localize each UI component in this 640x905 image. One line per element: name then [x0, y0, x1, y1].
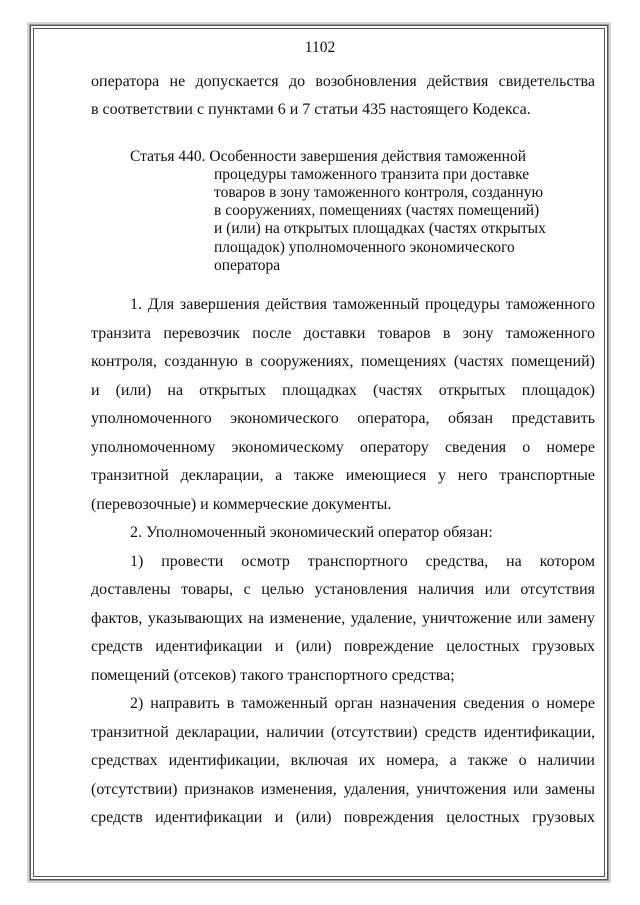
body-line: фактов, указывающих на изменение, удаление, уничтожение или замену	[91, 610, 595, 627]
body-line: 1. Для завершения действия таможенный процедуры таможенного	[130, 296, 595, 313]
body-line: 2) направить в таможенный орган назначения сведения о номере	[130, 695, 595, 712]
body-line: 1) провести осмотр транспортного средства, на котором	[130, 553, 595, 570]
body-line: 2. Уполномоченный экономический оператор обязан:	[130, 524, 493, 541]
body-line: и (или) на открытых площадках (частях открытых площадок)	[91, 382, 595, 399]
intro-line: в соответствии с пунктами 6 и 7 статьи 435 настоящего Кодекса.	[91, 101, 531, 118]
article-heading-line: Статья 440. Особенности завершения действия таможенной	[130, 148, 526, 165]
body-line: (перевозочные) и коммерческие документы.	[91, 496, 392, 513]
body-line: транзитной декларации, а также имеющиеся у него транспортные	[91, 467, 595, 484]
article-heading-line: площадок) уполномоченного экономического	[214, 239, 515, 256]
body-line: доставлены товары, с целью установления наличия или отсутствия	[91, 581, 595, 598]
article-heading-line: оператора	[214, 257, 281, 274]
intro-line: оператора не допускается до возобновления действия свидетельства	[91, 73, 595, 90]
body-line: средств идентификации и (или) повреждения целостных грузовых	[91, 809, 595, 826]
body-line: (отсутствии) признаков изменения, удаления, уничтожения или замены	[91, 781, 595, 798]
article-heading-line: процедуры таможенного транзита при доставке	[214, 166, 530, 183]
body-line: средствах идентификации, включая их номера, а также о наличии	[91, 752, 595, 769]
article-heading-line: в сооружениях, помещениях (частях помещений)	[214, 202, 540, 219]
body-line: уполномоченному экономическому оператору сведения о номере	[91, 439, 595, 456]
article-heading-line: и (или) на открытых площадках (частях открытых	[214, 220, 546, 237]
article-heading-line: товаров в зону таможенного контроля, созданную	[214, 184, 544, 201]
body-line: транзита перевозчик после доставки товаров в зону таможенного	[91, 325, 595, 342]
body-line: контроля, созданную в сооружениях, помещениях (частях помещений)	[91, 353, 595, 370]
body-line: уполномоченного экономического оператора, обязан представить	[91, 410, 595, 427]
page-number: 1102	[304, 39, 336, 56]
body-line: транзитной декларации, наличии (отсутствии) средств идентификации,	[91, 724, 595, 741]
body-line: средств идентификации и (или) повреждение целостных грузовых	[91, 638, 595, 655]
body-line: помещений (отсеков) такого транспортного средства;	[91, 667, 455, 684]
